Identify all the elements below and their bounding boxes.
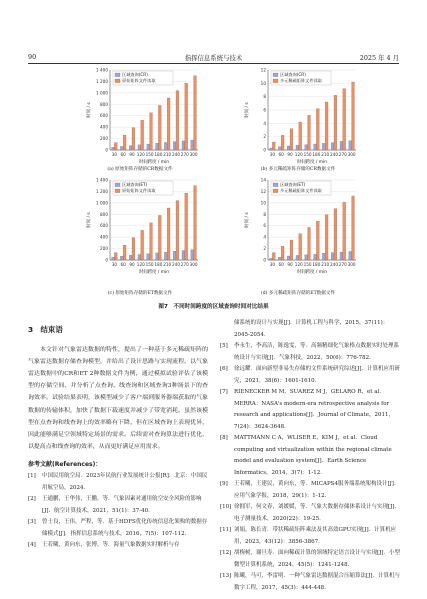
x-tick-label: 150 (145, 152, 154, 157)
bar-file-read (132, 238, 135, 260)
bar-query (191, 140, 194, 150)
bar-file-read (176, 201, 179, 260)
y-tick-label: 2 (263, 246, 266, 252)
y-tick-label: 0 (263, 257, 266, 263)
bar-query (314, 144, 317, 150)
x-tick-label: 150 (303, 262, 312, 267)
bar-query (182, 251, 185, 260)
x-tick-label: 270 (180, 262, 189, 267)
bar-file-read (281, 246, 284, 260)
bar-query (270, 148, 273, 150)
y-tick-label: 200 (100, 246, 108, 252)
bar-query (164, 142, 167, 150)
x-tick-label: 240 (172, 262, 180, 267)
bar-file-read (158, 105, 161, 150)
bar-file-read (167, 98, 170, 150)
bar-file-read (150, 113, 153, 150)
page-number: 90 (28, 53, 37, 61)
y-tick-label: 1 400 (96, 67, 108, 73)
chart-d (238, 176, 360, 277)
x-tick-label: 240 (172, 152, 180, 157)
legend-swatch (115, 189, 120, 193)
reference-number: [7] (220, 389, 228, 395)
bar-query (112, 147, 115, 150)
bar-query (278, 257, 281, 260)
bar-file-read (150, 223, 153, 260)
x-tick-label: 120 (136, 262, 145, 267)
y-tick-label: 1 000 (96, 90, 108, 96)
chart-a (80, 66, 202, 167)
bar-file-read (132, 128, 135, 150)
references-right (220, 318, 400, 594)
bar-file-read (325, 215, 328, 260)
bar-file-read (185, 83, 188, 150)
bar-query (340, 141, 343, 150)
bar-file-read (308, 115, 311, 150)
bar-query (314, 254, 317, 260)
bar-file-read (272, 142, 275, 150)
reference-item (220, 364, 400, 387)
reference-text: 曾士良，王伟，严程，等．基于HDFS优化传统信息化架构的数据存储模式[J]．指挥信息系统与技术，2016，7(5)：107-112． (42, 519, 208, 537)
bar-query (191, 250, 194, 260)
reference-item (28, 471, 208, 494)
x-axis-title: 时间跨度 / min (296, 270, 328, 275)
reference-text: RIENECKER M M，SUAREZ M J，GELARO R，et al．MERRA：NASA's modern-era retrospective analysis for research and applications[J]．Journal of Climate，2011，7(24)：3624-3648． (234, 389, 394, 430)
y-tick-label: 800 (100, 211, 108, 217)
legend-swatch (273, 189, 278, 193)
x-tick-label: 210 (321, 262, 330, 267)
legend-label: 多元稀疏矩阵文件读取 (280, 78, 322, 84)
legend-label: 区域查询(ET) (280, 182, 306, 188)
bar-file-read (123, 135, 126, 150)
legend-label: 区域查询(CR) (280, 72, 306, 78)
legend-swatch (115, 73, 120, 77)
reference-number: [6] (220, 366, 228, 372)
legend (271, 181, 331, 195)
subcaption-c: (c) 原始矩阵存储的ET数据文件 (107, 291, 173, 296)
x-tick-label: 60 (278, 152, 284, 157)
bar-file-read (158, 215, 161, 260)
x-tick-label: 300 (347, 262, 356, 267)
bar-file-read (185, 193, 188, 260)
reference-number: [10] (220, 504, 232, 510)
x-tick-label: 240 (330, 152, 338, 157)
y-tick-label: 12 (260, 188, 266, 194)
bar-query (349, 141, 352, 150)
x-tick-label: 150 (145, 262, 154, 267)
bar-file-read (194, 76, 197, 150)
legend-label: 多元稀疏矩阵文件读取 (280, 188, 322, 194)
x-tick-label: 120 (294, 152, 303, 157)
bar-query (287, 256, 290, 260)
references-left (28, 471, 208, 552)
reference-item (28, 494, 208, 517)
x-tick-label: 120 (136, 152, 145, 157)
x-tick-label: 90 (129, 262, 135, 267)
reference-item (220, 571, 400, 594)
bar-query (120, 146, 123, 150)
bar-file-read (194, 186, 197, 260)
bar-query (173, 142, 176, 150)
bar-file-read (290, 129, 293, 150)
reference-text: 胡梅树，谢旦寿．面向稀疏计算的领域特定语言设计与实现[J]．小型微型计算机系统，2024，45(5)：1241-1248． (234, 550, 400, 568)
conclusion-paragraph: 本文针对气象雷达数据的特性，提出了一种基于多元稀疏矩阵的气象雷达数据存储查询模型，并给出了设计思路与实现流程。以气象雷达数据中的CR和ET 2种数据文件为例，通过模拟试验评估了该模型的存储空间、并分析了点查询、线查询和区域查询3种场景下的查询效率。试验结果表明，该模型减少了客户端到服务器端获取的气象数据的传输体积，加快了数据下载速度并减少了带宽消耗。虽然该模型在点查询和线查询上的效率略有下降，但在区域查询上表现优异，因此能够满足空领域特定场景的需求。后续需对查询算法进行优化，以提高点和线查询的效率，从而更好满足应用需求。 (28, 347, 208, 450)
y-tick-label: 14 (260, 177, 266, 183)
legend (113, 181, 173, 195)
right-column (220, 318, 400, 594)
legend-label: 原始矩阵文件读取 (122, 78, 156, 84)
bar-file-read (272, 253, 275, 260)
bar-query (305, 145, 308, 150)
reference-number: [3] (28, 519, 36, 526)
y-axis-title: 时间 / s (87, 102, 92, 118)
reference-text: 中国民用航空局．2023年民航行业发展统计公报[R]．北京：中国民用航空局，2024． (42, 473, 208, 491)
bar-query (296, 255, 299, 260)
x-tick-label: 300 (347, 152, 356, 157)
legend (113, 71, 173, 85)
x-tick-label: 30 (111, 152, 118, 157)
reference-number: [4] (28, 542, 36, 549)
x-tick-label: 90 (287, 262, 293, 267)
legend-swatch (273, 73, 278, 77)
y-axis-title: 时间 / s (245, 212, 250, 228)
legend-label: 区域查询(CR) (122, 72, 148, 78)
x-tick-label: 90 (287, 152, 293, 157)
bar-file-read (308, 227, 311, 260)
reference-item (220, 341, 400, 364)
references-title: 参考文献(References)： (28, 460, 102, 468)
y-tick-label: 400 (100, 124, 108, 130)
x-tick-label: 270 (338, 152, 347, 157)
bar-file-read (352, 196, 355, 260)
reference-number: [5] (220, 343, 228, 349)
reference-text: 王通鹏，王华伟，王鹏，等．气象因素对通用航空安全风险的影响[J]．航空计算技术，2021，51(1)：37-40． (42, 496, 202, 514)
x-tick-label: 180 (154, 152, 163, 157)
reference-number: [13] (220, 573, 232, 579)
y-tick-label: 1 400 (96, 177, 108, 183)
y-tick-label: 0 (105, 257, 108, 263)
x-axis-title: 时间跨度 / min (296, 160, 328, 165)
bar-query (305, 255, 308, 260)
y-tick-label: 1 200 (96, 188, 108, 194)
chart-b (238, 66, 360, 167)
x-tick-label: 210 (163, 262, 172, 267)
bar-file-read (299, 234, 302, 260)
x-tick-label: 120 (294, 262, 303, 267)
x-tick-label: 90 (129, 152, 135, 157)
y-axis-title: 时间 / s (245, 102, 250, 118)
bar-file-read (316, 109, 319, 150)
chart-c (80, 176, 202, 277)
bar-file-read (290, 240, 293, 260)
x-axis-title: 时间跨度 / min (138, 160, 170, 165)
x-tick-label: 240 (330, 262, 338, 267)
left-column (28, 318, 208, 552)
subcaption-d: (d) 多元稀疏矩阵存储的ET数据文件 (260, 291, 336, 296)
bar-file-read (176, 91, 179, 150)
header-rule (28, 63, 399, 64)
x-tick-label: 270 (180, 152, 189, 157)
bar-query (322, 253, 325, 260)
x-tick-label: 180 (312, 152, 321, 157)
y-tick-label: 6 (263, 223, 266, 229)
x-tick-label: 300 (189, 152, 198, 157)
bar-query (182, 141, 185, 150)
reference-text: MATTMANN C A，WLISER E，KIM J，et al．Cloud computing and virtualization within the regional climate model and evaluation system[J]．Earth Science Informatics，2014，3(7)：1-12． (234, 435, 392, 476)
x-tick-label: 210 (163, 152, 172, 157)
y-tick-label: 1 000 (96, 200, 108, 206)
reference-item (220, 318, 400, 341)
bar-query (270, 258, 273, 260)
reference-text: 陈曦，马可，李雷明．一种气象雷达数据混合压缩算法[J]．计算机与数字工程，2017，45(3)：444-448． (234, 573, 400, 591)
bar-query (331, 253, 334, 260)
bar-file-read (167, 208, 170, 260)
bar-query (349, 251, 352, 260)
y-tick-label: 10 (260, 200, 266, 206)
reference-item (220, 502, 400, 525)
y-tick-label: 4 (263, 120, 266, 126)
reference-number: [8] (220, 435, 228, 441)
reference-number: [1] (28, 473, 36, 480)
bar-file-read (114, 253, 117, 260)
issue-date: 2025 年 4 月 (359, 54, 399, 62)
reference-item (28, 517, 208, 540)
bar-query (287, 146, 290, 150)
bar-query (129, 146, 132, 150)
y-tick-label: 10 (260, 80, 266, 86)
subcaption-b: (b) 多元稀疏矩阵存储的CR数据文件 (260, 167, 336, 172)
y-tick-label: 600 (100, 113, 108, 119)
legend (271, 71, 331, 85)
legend-swatch (273, 79, 278, 83)
x-tick-label: 30 (269, 262, 276, 267)
x-tick-label: 60 (278, 262, 284, 267)
reference-text: 王若曦，王建民，黄向东，等．MICAPS4服务端系统架构设计[J]．应用气象学报，2018，29(1)：1-12． (234, 481, 400, 499)
y-tick-label: 12 (260, 67, 266, 73)
bar-file-read (141, 230, 144, 260)
y-tick-label: 8 (263, 94, 266, 100)
journal-name: 指挥信息系统与技术 (184, 54, 243, 62)
reference-text: 王若曦，黄向东，张博，等．海量气象数据实时解析与存 (42, 542, 180, 549)
reference-item (220, 525, 400, 548)
bar-file-read (334, 95, 337, 150)
legend-swatch (115, 183, 120, 187)
legend-label: 原始矩阵文件读取 (122, 188, 156, 194)
reference-text: 刘娟，陈长青．带状稀疏矩阵乘法及其高效GPU实现[J]．计算机应用，2023，43(12)：3856-3867． (234, 527, 397, 545)
y-tick-label: 800 (100, 101, 108, 107)
bar-query (129, 255, 132, 260)
reference-item (220, 479, 400, 502)
bar-query (322, 143, 325, 150)
reference-text: 徐远耀．面向新型非易失存储的文件系统研究综述[J]．计算机应用研究，2021，38(6)：1601-1610． (234, 366, 400, 384)
bar-query (147, 254, 150, 260)
bar-query (331, 143, 334, 150)
x-tick-label: 180 (154, 262, 163, 267)
legend-swatch (115, 79, 120, 83)
bar-query (138, 255, 141, 260)
figure-caption: 图7 不同时间跨度的区域查询时间对比结果 (158, 304, 269, 310)
bar-query (138, 145, 141, 150)
y-tick-label: 0 (105, 147, 108, 153)
x-tick-label: 300 (189, 262, 198, 267)
bar-file-read (334, 209, 337, 260)
bar-query (120, 256, 123, 260)
y-tick-label: 400 (100, 234, 108, 240)
reference-number: [2] (28, 496, 36, 503)
bar-file-read (352, 82, 355, 150)
bar-file-read (343, 202, 346, 260)
reference-item (220, 548, 400, 571)
bar-query (278, 147, 281, 150)
bar-query (156, 253, 159, 260)
x-tick-label: 210 (321, 152, 330, 157)
y-tick-label: 0 (263, 147, 266, 153)
reference-text: 储系统的设计与实现[J]．计算机工程与科学，2015，37(11)：2045-2054． (234, 320, 389, 338)
reference-text: 徐拥军，何文春，刘媛媛，等．气象大数据存储体系设计与实现[J]．电子测量技术，2020(22)：19-25． (234, 504, 400, 522)
reference-number: [11] (220, 527, 232, 533)
y-tick-label: 4 (263, 234, 266, 240)
y-tick-label: 600 (100, 223, 108, 229)
y-tick-label: 6 (263, 107, 266, 113)
bar-query (173, 251, 176, 260)
bar-file-read (141, 120, 144, 150)
subcaption-a: (a) 原始矩阵存储的CR数据文件 (107, 167, 173, 172)
reference-text: 李永生，李高洁，陈逸雯，等．高频精细化气象格点数据实时处理系统设计与实现[J]．气象科技，2022，50(6)：776-782． (234, 343, 400, 361)
reference-number: [9] (220, 481, 228, 487)
x-tick-label: 270 (338, 262, 347, 267)
bar-file-read (281, 135, 284, 150)
legend-label: 区域查询(ET) (122, 182, 148, 188)
reference-number (220, 318, 234, 341)
bar-query (156, 143, 159, 150)
bar-file-read (299, 122, 302, 150)
reference-item (28, 540, 208, 552)
y-tick-label: 1 200 (96, 78, 108, 84)
bar-query (296, 145, 299, 150)
bar-query (147, 144, 150, 150)
x-tick-label: 180 (312, 262, 321, 267)
x-axis-title: 时间跨度 / min (138, 270, 170, 275)
reference-item (220, 433, 400, 479)
reference-number: [12] (220, 550, 232, 556)
x-tick-label: 30 (111, 262, 118, 267)
x-tick-label: 60 (120, 262, 126, 267)
bar-file-read (343, 89, 346, 150)
reference-item (220, 387, 400, 433)
bar-file-read (123, 245, 126, 260)
x-tick-label: 150 (303, 152, 312, 157)
section-title: 3 结束语 (28, 325, 63, 334)
bar-query (340, 252, 343, 260)
bar-file-read (114, 143, 117, 150)
y-axis-title: 时间 / s (87, 212, 92, 228)
bar-query (164, 252, 167, 260)
bar-file-read (316, 221, 319, 260)
bar-file-read (325, 102, 328, 150)
y-tick-label: 200 (100, 136, 108, 142)
y-tick-label: 8 (263, 211, 266, 217)
x-tick-label: 60 (120, 152, 126, 157)
bar-query (112, 257, 115, 260)
legend-swatch (273, 183, 278, 187)
x-tick-label: 30 (269, 152, 276, 157)
y-tick-label: 2 (263, 134, 266, 140)
